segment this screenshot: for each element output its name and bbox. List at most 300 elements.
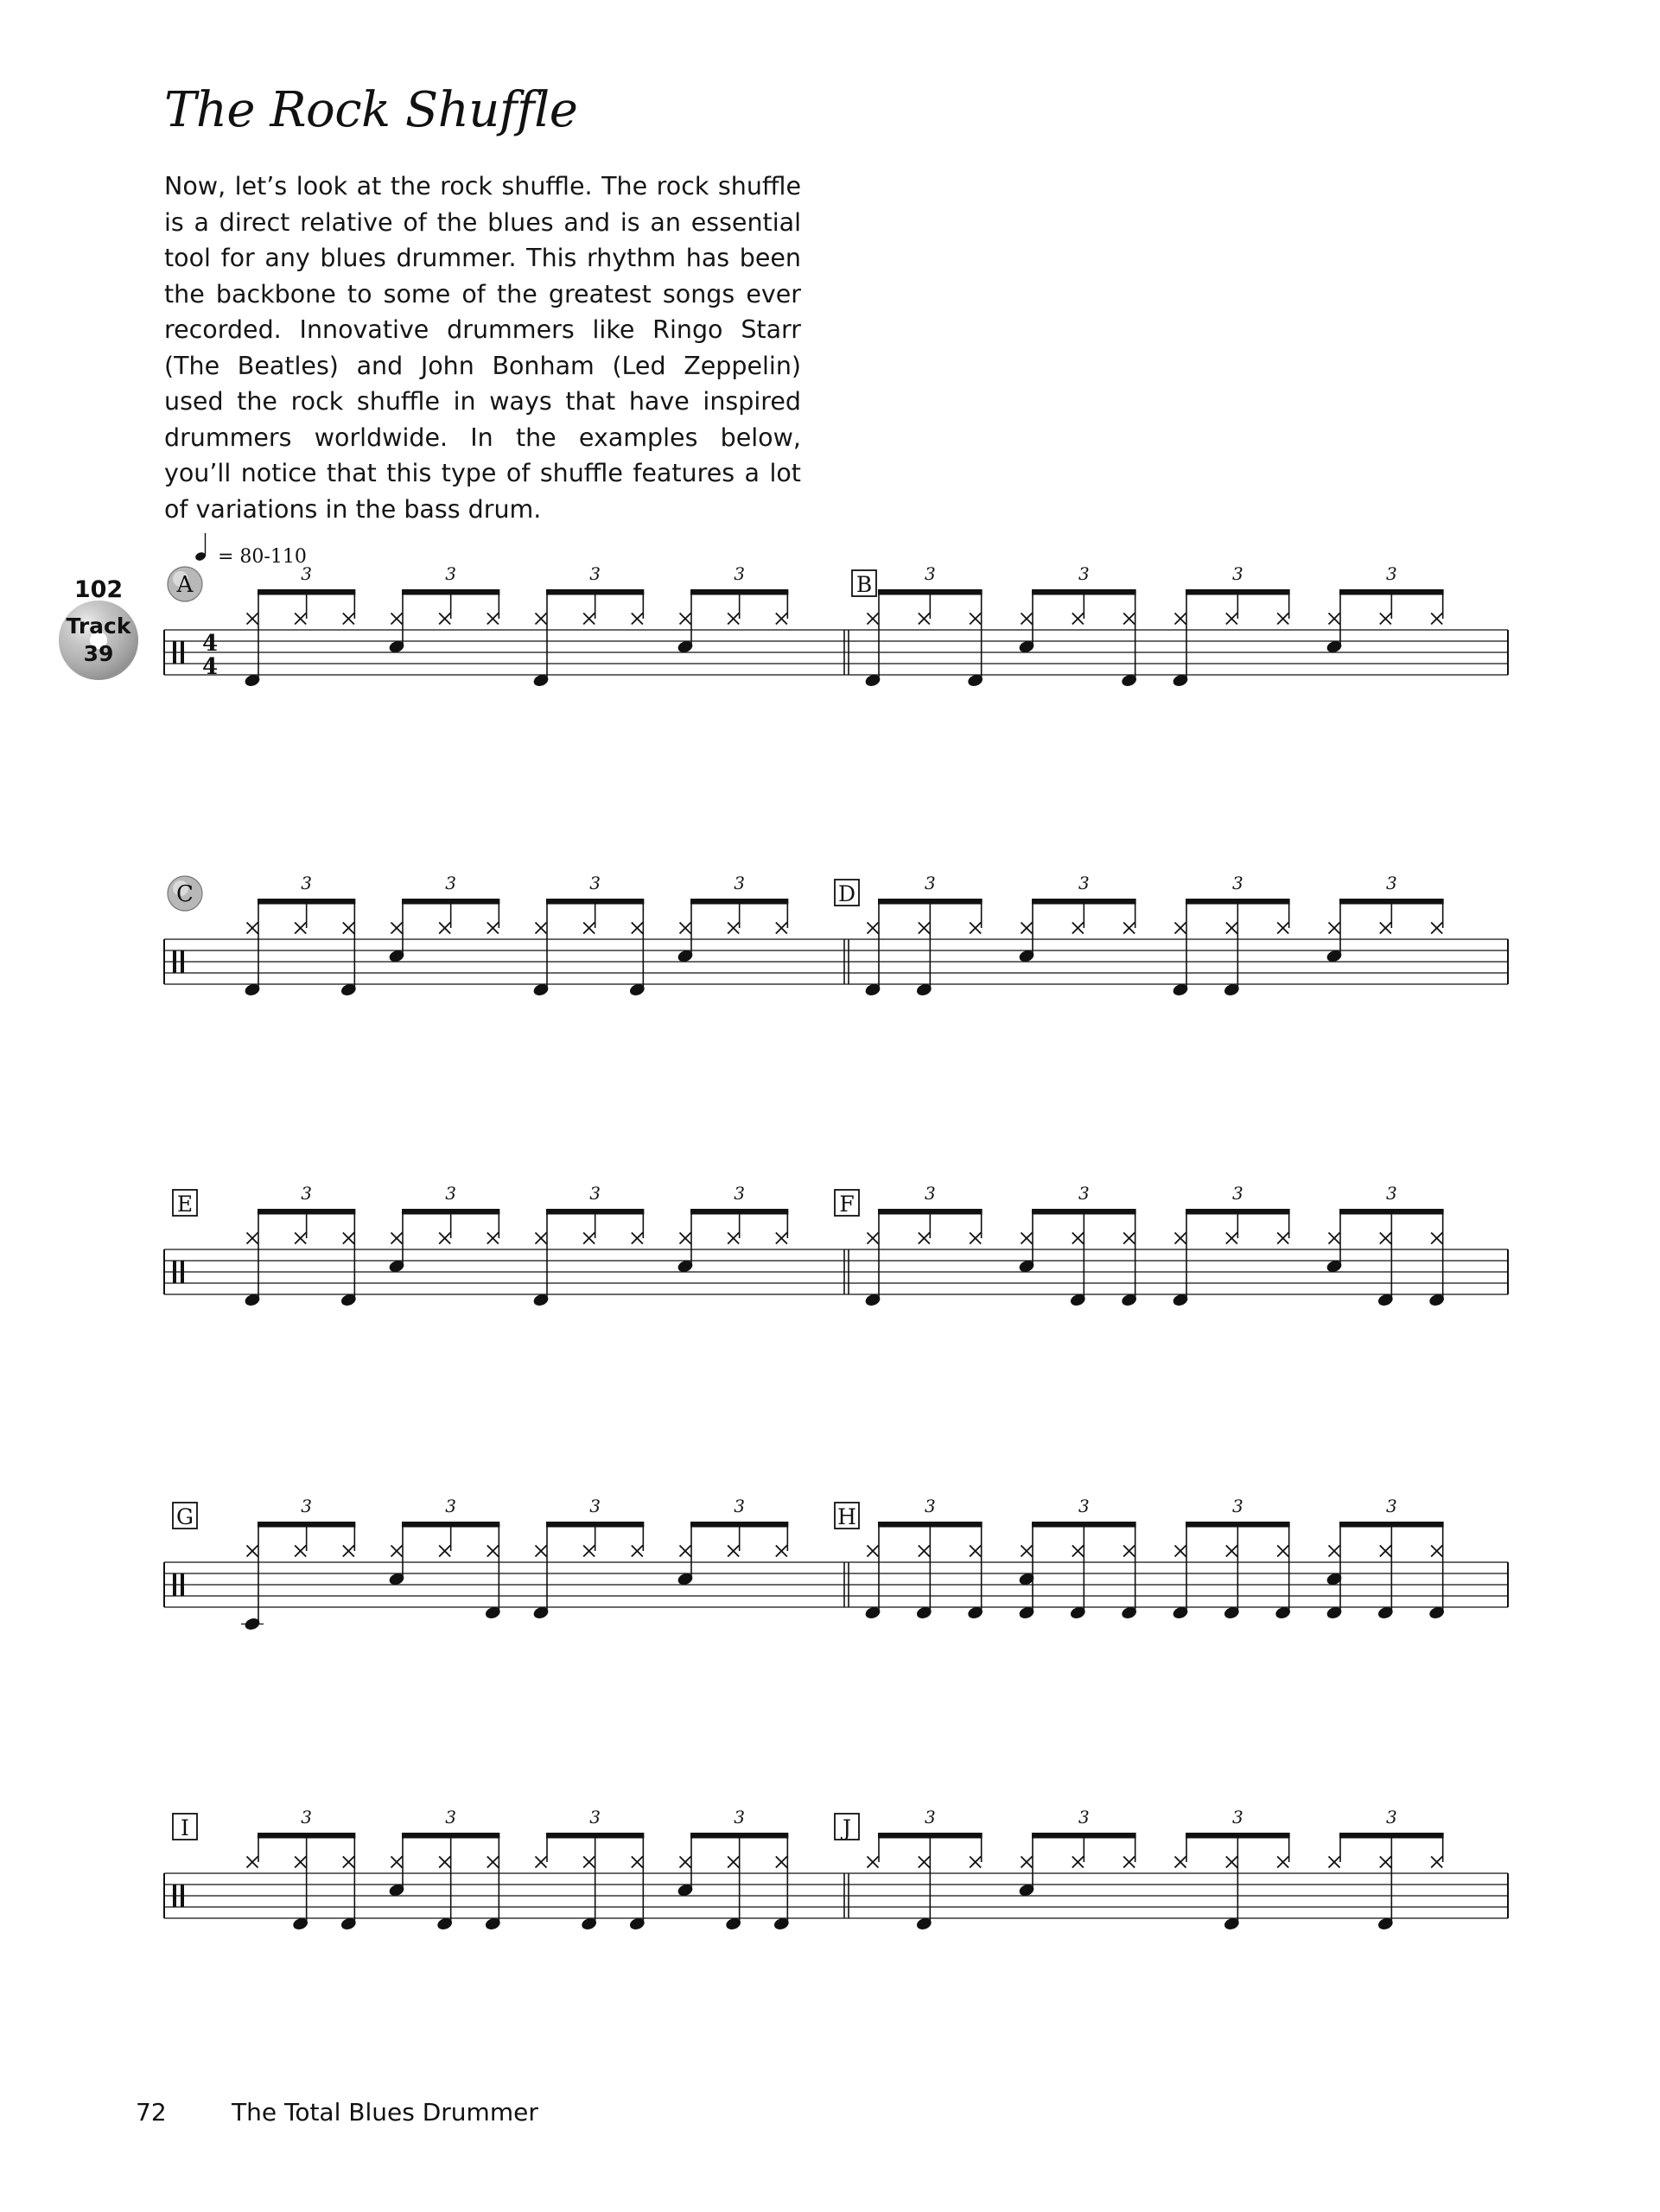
audio-example-badge [168, 876, 202, 911]
triplet-number: 3 [589, 873, 601, 893]
triplet-number: 3 [445, 563, 457, 584]
hi-hat-note [583, 1546, 595, 1557]
hi-hat-note [536, 613, 547, 625]
note [677, 1835, 694, 1897]
track-label: Track [66, 613, 131, 639]
hi-hat-note [1277, 1233, 1288, 1244]
hi-hat-note [919, 1546, 930, 1557]
note [1018, 1835, 1035, 1897]
beam [258, 899, 355, 905]
example-label: A [176, 572, 194, 598]
example-h [835, 1496, 1508, 1620]
percussion-clef [173, 950, 176, 973]
triplet-number: 3 [445, 873, 457, 893]
beam [690, 589, 788, 595]
beam [878, 1209, 983, 1215]
triplet-number: 3 [1231, 563, 1243, 584]
hi-hat-note [1123, 923, 1135, 934]
triplet-group [247, 1807, 358, 1931]
example-a [59, 533, 849, 688]
hi-hat-note [1226, 923, 1237, 934]
triplet-number: 3 [445, 1807, 457, 1827]
hi-hat-note [295, 923, 306, 934]
hi-hat-note [1175, 1546, 1186, 1557]
hi-hat-note [1431, 923, 1442, 934]
note [244, 1211, 261, 1307]
hi-hat-note [1226, 1857, 1237, 1868]
note [340, 1835, 357, 1931]
hi-hat-note [343, 613, 354, 625]
hi-hat-note [776, 613, 787, 625]
note [970, 1211, 982, 1244]
hi-hat-note [1072, 1233, 1084, 1244]
example-label-box [835, 1814, 859, 1840]
note [343, 592, 355, 625]
note [628, 1835, 646, 1931]
note [583, 1524, 595, 1557]
note [864, 1211, 881, 1307]
triplet-group [1175, 1807, 1290, 1931]
page-title: The Rock Shuffle [164, 82, 578, 138]
triplet-number: 3 [1385, 563, 1397, 584]
hi-hat-note [970, 1546, 981, 1557]
note [487, 901, 499, 934]
hi-hat-note [343, 923, 354, 934]
note [628, 901, 646, 997]
example-b [844, 563, 1508, 688]
triplet-number: 3 [589, 1183, 601, 1204]
note [724, 1835, 741, 1931]
note [776, 1211, 788, 1244]
hi-hat-note [295, 1546, 306, 1557]
note [728, 592, 740, 625]
hi-hat-note [439, 923, 450, 934]
note [532, 901, 550, 997]
note [919, 1211, 931, 1244]
example-f [835, 1183, 1508, 1307]
hi-hat-note [728, 1857, 739, 1868]
note [1377, 1524, 1394, 1620]
note [388, 592, 405, 654]
note [487, 592, 499, 625]
note [728, 901, 740, 934]
beam [690, 1833, 788, 1839]
triplet-group [241, 1496, 355, 1631]
note [966, 1524, 983, 1620]
note [677, 1211, 694, 1274]
hi-hat-note [536, 1546, 547, 1557]
hi-hat-note [439, 1546, 450, 1557]
hi-hat-note [536, 1233, 547, 1244]
triplet-number: 3 [1078, 873, 1090, 893]
triplet-group [1018, 1183, 1138, 1307]
triplet-number: 3 [301, 873, 313, 893]
note [583, 592, 595, 625]
note [632, 1211, 644, 1244]
hi-hat-note [1329, 1546, 1340, 1557]
example-label-box [835, 880, 859, 906]
hi-hat-note [970, 1233, 981, 1244]
hi-hat-note [776, 1857, 787, 1868]
beam [1032, 1833, 1136, 1839]
beam [258, 1522, 355, 1528]
hi-hat-note [1277, 923, 1288, 934]
note [388, 1524, 405, 1586]
hi-hat-note [247, 1857, 258, 1868]
hi-hat-note [632, 1857, 643, 1868]
note [1223, 1835, 1240, 1931]
hi-hat-note [439, 613, 450, 625]
note [776, 592, 788, 625]
audio-example-badge [168, 567, 202, 601]
hi-hat-note [970, 923, 981, 934]
hi-hat-note [970, 613, 981, 625]
hi-hat-note [1329, 1857, 1340, 1868]
triplet-number: 3 [924, 1807, 936, 1827]
hi-hat-note [295, 1233, 306, 1244]
hi-hat-note [391, 923, 403, 934]
note [1069, 1524, 1086, 1620]
hi-hat-note [1380, 1233, 1391, 1244]
note [776, 901, 788, 934]
hi-hat-note [728, 1546, 739, 1557]
beam [402, 589, 499, 595]
note [1172, 1211, 1189, 1307]
note [1018, 1211, 1035, 1274]
note [1277, 901, 1289, 934]
note [970, 1835, 982, 1868]
note [773, 1835, 790, 1931]
percussion-clef [181, 1885, 184, 1907]
beam [546, 1833, 644, 1839]
note [1018, 1524, 1035, 1620]
hi-hat-note [583, 1857, 595, 1868]
hi-hat-note [776, 923, 787, 934]
triplet-group [1172, 1496, 1292, 1620]
triplet-number: 3 [924, 1183, 936, 1204]
triplet-number: 3 [1231, 873, 1243, 893]
note [532, 1211, 550, 1307]
hi-hat-note [680, 1233, 691, 1244]
hi-hat-note [343, 1233, 354, 1244]
hi-hat-note [391, 1233, 403, 1244]
percussion-clef [173, 1573, 176, 1596]
note [776, 1524, 788, 1557]
hi-hat-note [1175, 1233, 1186, 1244]
note [241, 1524, 264, 1631]
hi-hat-note [728, 923, 739, 934]
hi-hat-note [343, 1546, 354, 1557]
hi-hat-note [680, 923, 691, 934]
note [1120, 592, 1137, 688]
note [484, 1835, 501, 1931]
triplet-number: 3 [734, 1183, 746, 1204]
hi-hat-note [487, 1857, 499, 1868]
note [439, 1211, 451, 1244]
note [1018, 592, 1035, 654]
beam [1186, 1522, 1290, 1528]
hi-hat-note [439, 1233, 450, 1244]
triplet-group [864, 1183, 983, 1307]
note [1431, 901, 1443, 934]
hi-hat-note [295, 1857, 306, 1868]
hi-hat-note [680, 1857, 691, 1868]
percussion-clef [181, 641, 184, 664]
triplet-group [1172, 563, 1290, 688]
note [439, 1524, 451, 1557]
hi-hat-note [632, 613, 643, 625]
hi-hat-note [868, 1546, 879, 1557]
triplet-group [1329, 1807, 1444, 1931]
example-label: B [855, 572, 873, 597]
percussion-clef [181, 950, 184, 973]
triplet-number: 3 [445, 1496, 457, 1516]
hi-hat-note [919, 923, 930, 934]
hi-hat-note [1431, 1233, 1442, 1244]
example-label-box [835, 1190, 859, 1217]
note [1018, 901, 1035, 963]
note [1069, 1211, 1086, 1307]
tempo-text: = 80-110 [218, 546, 307, 568]
intro-paragraph: Now, let’s look at the rock shuffle. The rock shuffle is a direct relative of the blues and is an essential tool for any blues drummer. This rhythm has been the backbone to some of the greatest songs ever recorded. Innovative drummers like Ringo Starr (The Beatles) and John Bonham (Led Zeppelin) used the rock shuffle in ways that have inspired drummers worldwide. In the examples below, you’ll notice that this type of shuffle features a lot of variations in the bass drum. [164, 172, 801, 524]
hi-hat-note [1021, 1857, 1033, 1868]
hi-hat-note [1175, 1857, 1186, 1868]
note [864, 1524, 881, 1620]
note [1072, 901, 1084, 934]
hi-hat-note [632, 1233, 643, 1244]
triplet-number: 3 [445, 1183, 457, 1204]
triplet-number: 3 [1385, 873, 1397, 893]
beam [258, 1833, 355, 1839]
note [1428, 1524, 1445, 1620]
beam [258, 1209, 355, 1215]
beam [402, 1522, 499, 1528]
triplet-number: 3 [1078, 1807, 1090, 1827]
hi-hat-note [1123, 1857, 1135, 1868]
triplet-group [1018, 563, 1138, 688]
hi-hat-note [1226, 1233, 1237, 1244]
note [1175, 1835, 1187, 1868]
example-label: J [842, 1815, 852, 1840]
beam [690, 899, 788, 905]
triplet-number: 3 [1078, 1183, 1090, 1204]
beam [1186, 899, 1290, 905]
note [532, 592, 550, 688]
note [295, 1524, 307, 1557]
page-number: 72 [136, 2098, 167, 2126]
example-label-box [173, 1503, 197, 1529]
note [295, 901, 307, 934]
note [868, 1835, 880, 1868]
note [1326, 592, 1343, 654]
note [1277, 1835, 1289, 1868]
note [388, 1211, 405, 1274]
hi-hat-note [1175, 613, 1186, 625]
note [864, 901, 881, 997]
hi-hat-note [728, 1233, 739, 1244]
hi-hat-note [868, 613, 879, 625]
hi-hat-note [1329, 923, 1340, 934]
beam [878, 899, 983, 905]
triplet-number: 3 [734, 873, 746, 893]
hi-hat-note [776, 1233, 787, 1244]
triplet-group [388, 1496, 502, 1620]
hi-hat-note [1021, 613, 1033, 625]
triplet-group [244, 873, 358, 997]
hi-hat-note [868, 1857, 879, 1868]
hi-hat-note [1380, 923, 1391, 934]
hi-hat-note [1072, 1546, 1084, 1557]
triplet-number: 3 [924, 873, 936, 893]
triplet-number: 3 [301, 1496, 313, 1516]
time-signature-top: 4 [201, 631, 219, 657]
note [1326, 901, 1343, 963]
triplet-group [864, 1496, 984, 1620]
hi-hat-note [343, 1857, 354, 1868]
hi-hat-note [1277, 1857, 1288, 1868]
hi-hat-note [919, 1233, 930, 1244]
beam [1339, 1833, 1444, 1839]
track-number: 102 [73, 576, 124, 603]
note [1120, 1524, 1137, 1620]
note [1274, 1524, 1291, 1620]
example-label-box [173, 1814, 197, 1840]
triplet-group [532, 873, 646, 997]
example-label: E [176, 1192, 194, 1217]
hi-hat-note [247, 613, 258, 625]
hi-hat-note [1226, 613, 1237, 625]
triplet-number: 3 [734, 1807, 746, 1827]
hi-hat-note [970, 1857, 981, 1868]
triplet-group [1326, 1183, 1446, 1307]
note [915, 1524, 932, 1620]
triplet-number: 3 [734, 1496, 746, 1516]
hi-hat-note [247, 1233, 258, 1244]
beam [546, 1209, 644, 1215]
hi-hat-note [1021, 1233, 1033, 1244]
hi-hat-note [391, 613, 403, 625]
example-i [164, 1807, 852, 1931]
note [970, 901, 982, 934]
hi-hat-note [583, 923, 595, 934]
percussion-clef [173, 1261, 176, 1283]
triplet-group [677, 1807, 791, 1931]
hi-hat-note [680, 1546, 691, 1557]
example-label: G [176, 1504, 194, 1529]
note [1431, 1835, 1443, 1868]
hi-hat-note [536, 1857, 547, 1868]
triplet-group [532, 563, 645, 688]
example-g [164, 1496, 849, 1631]
note [728, 1211, 740, 1244]
note [247, 1835, 259, 1868]
triplet-number: 3 [301, 1807, 313, 1827]
hi-hat-note [1380, 1857, 1391, 1868]
note [1277, 1211, 1289, 1244]
note [1172, 592, 1189, 688]
note [580, 1835, 597, 1931]
beam [1032, 589, 1136, 595]
triplet-group [388, 1807, 502, 1931]
hi-hat-note [1072, 1857, 1084, 1868]
hi-hat-note [1072, 613, 1084, 625]
note [244, 592, 261, 688]
triplet-number: 3 [1385, 1183, 1397, 1204]
beam [878, 1522, 983, 1528]
percussion-clef [181, 1573, 184, 1596]
hi-hat-note [487, 923, 499, 934]
hi-hat-note [391, 1546, 403, 1557]
hi-hat-note [632, 923, 643, 934]
example-label: C [176, 881, 194, 907]
note [583, 1211, 595, 1244]
hi-hat-note [247, 923, 258, 934]
note [1377, 1211, 1394, 1307]
hi-hat-note [487, 1546, 499, 1557]
note [1223, 1524, 1240, 1620]
hi-hat-note [1072, 923, 1084, 934]
note [1072, 592, 1084, 625]
note [1326, 1524, 1343, 1620]
note [677, 1524, 694, 1586]
triplet-group [536, 1807, 646, 1931]
example-label: D [837, 881, 856, 906]
hi-hat-note [1329, 613, 1340, 625]
beam [1339, 589, 1444, 595]
percussion-clef [181, 1261, 184, 1283]
beam [402, 899, 499, 905]
triplet-group [868, 1807, 983, 1931]
example-c [164, 873, 849, 997]
hi-hat-note [391, 1857, 403, 1868]
triplet-number: 3 [1231, 1496, 1243, 1516]
hi-hat-note [536, 923, 547, 934]
note [340, 1211, 357, 1307]
example-e [164, 1183, 849, 1307]
triplet-number: 3 [589, 1496, 601, 1516]
triplet-group [1172, 873, 1290, 997]
hi-hat-note [1175, 923, 1186, 934]
triplet-number: 3 [1231, 1183, 1243, 1204]
hi-hat-note [583, 613, 595, 625]
track-badge [59, 576, 138, 680]
note [1380, 901, 1392, 934]
note [1431, 592, 1443, 625]
beam [690, 1209, 788, 1215]
hi-hat-note [1123, 1546, 1135, 1557]
hi-hat-note [776, 1546, 787, 1557]
note [1277, 592, 1289, 625]
note [343, 1524, 355, 1557]
triplet-number: 3 [1385, 1496, 1397, 1516]
triplet-group [1172, 1183, 1290, 1307]
note [966, 592, 983, 688]
hi-hat-note [728, 613, 739, 625]
percussion-clef [173, 641, 176, 664]
hi-hat-note [919, 613, 930, 625]
example-label-box [852, 570, 876, 597]
beam [1032, 1522, 1136, 1528]
note [439, 901, 451, 934]
percussion-clef [173, 1885, 176, 1907]
example-label-box [835, 1503, 859, 1529]
hi-hat-note [868, 1233, 879, 1244]
note [484, 1524, 501, 1620]
note [728, 1524, 740, 1557]
beam [1339, 1209, 1444, 1215]
note [291, 1835, 308, 1931]
note [915, 901, 932, 997]
